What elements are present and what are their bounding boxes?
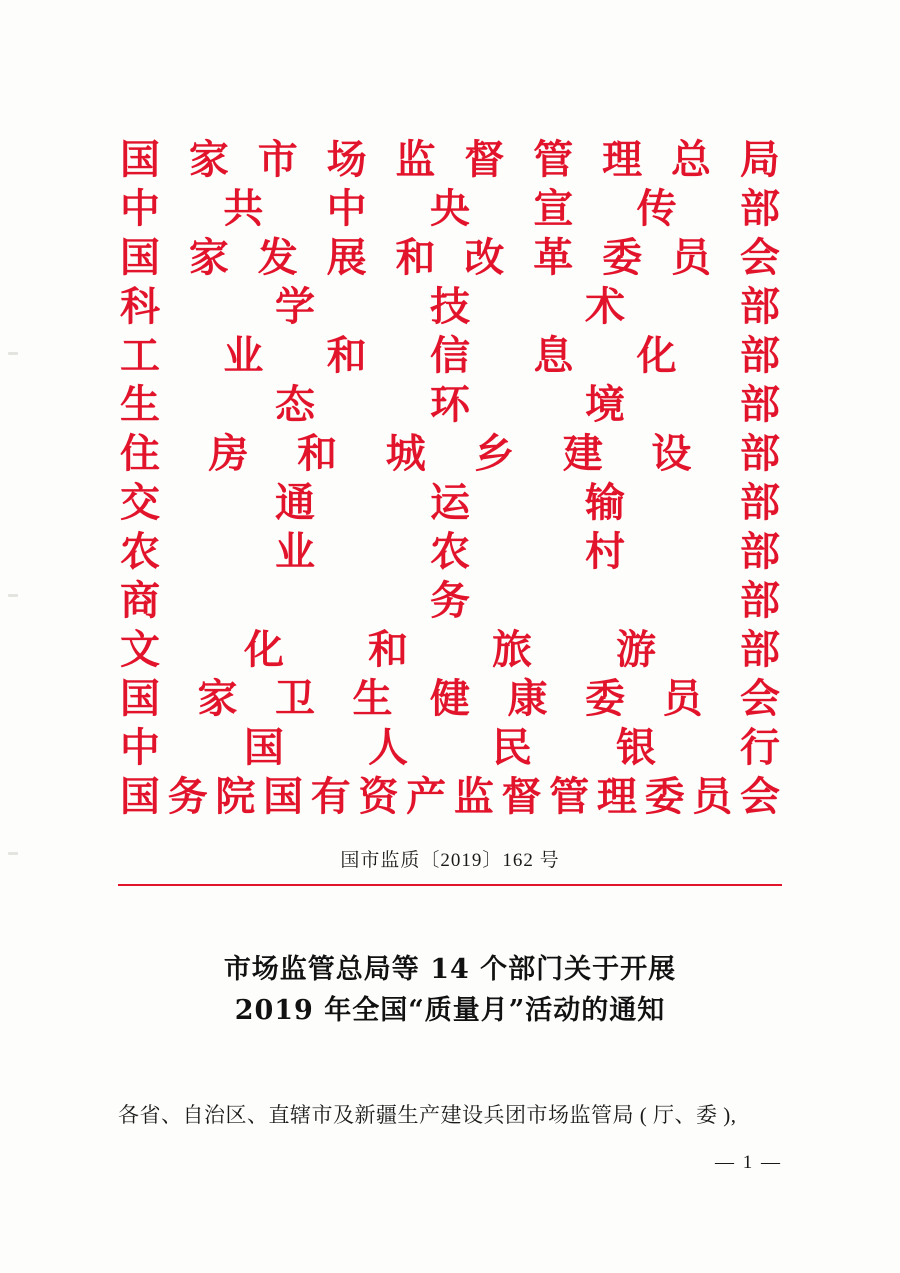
letterhead-char: 输 (585, 479, 625, 526)
letterhead-char: 国 (120, 136, 160, 183)
letterhead-char: 交 (120, 479, 160, 526)
letterhead-char: 商 (120, 577, 160, 624)
document-number: 国市监质〔2019〕162 号 (340, 850, 560, 871)
letterhead-char: 工 (120, 332, 160, 379)
letterhead-char: 卫 (275, 675, 315, 722)
letterhead-char: 会 (739, 234, 780, 281)
letterhead-char: 和 (395, 234, 436, 281)
document-body-paragraph: 各省、自治区、直辖市及新疆生产建设兵团市场监管局 ( 厅、委 ), (118, 1103, 737, 1127)
letterhead-char: 部 (740, 283, 780, 330)
letterhead-char: 和 (326, 332, 367, 379)
letterhead-char: 宣 (533, 185, 574, 232)
letterhead-char: 通 (275, 479, 315, 526)
letterhead-char: 中 (120, 724, 160, 771)
letterhead-char: 农 (430, 528, 470, 575)
letterhead-char: 运 (430, 479, 470, 526)
letterhead-char: 术 (585, 283, 625, 330)
letterhead-char: 房 (208, 430, 249, 477)
letterhead-char: 委 (585, 675, 625, 722)
letterhead-char: 化 (244, 626, 284, 673)
red-divider-rule (118, 884, 782, 886)
letterhead-line-7 (120, 430, 780, 477)
letterhead-line-11 (120, 626, 780, 673)
letterhead-char: 督 (501, 773, 542, 820)
letterhead-line-12 (120, 675, 780, 722)
letterhead-char: 乡 (474, 430, 515, 477)
letterhead-char: 旅 (492, 626, 532, 673)
letterhead-char: 国 (244, 724, 284, 771)
letterhead-char: 员 (671, 234, 711, 281)
scan-artifact (8, 594, 18, 597)
letterhead-char: 务 (430, 577, 470, 624)
letterhead-char: 信 (429, 332, 470, 379)
letterhead-char: 场 (326, 136, 367, 183)
document-title-line-1: 市场监管总局等 14 个部门关于开展 (223, 954, 677, 985)
letterhead-char: 中 (326, 185, 367, 232)
letterhead-line-8 (120, 479, 780, 526)
letterhead-char: 理 (596, 773, 637, 820)
letterhead-line-2 (120, 185, 780, 232)
letterhead-char: 管 (533, 136, 574, 183)
letterhead-char: 住 (120, 430, 160, 477)
letterhead-line-3 (120, 234, 780, 281)
letterhead-char: 和 (368, 626, 408, 673)
letterhead-char: 科 (120, 283, 160, 330)
letterhead-char: 生 (352, 675, 393, 722)
letterhead-char: 村 (585, 528, 625, 575)
letterhead-char: 部 (740, 528, 780, 575)
letterhead-line-14 (120, 773, 780, 820)
letterhead-char: 部 (740, 577, 780, 624)
letterhead-char: 有 (310, 773, 351, 820)
letterhead-char: 息 (533, 332, 574, 379)
page-number-footer: — 1 — (715, 1152, 782, 1173)
letterhead-char: 技 (430, 283, 470, 330)
letterhead-char: 游 (616, 626, 656, 673)
letterhead-char: 部 (740, 381, 780, 428)
letterhead-char: 国 (120, 773, 160, 820)
letterhead-char: 会 (740, 675, 780, 722)
letterhead-char: 城 (385, 430, 426, 477)
letterhead-char: 和 (297, 430, 338, 477)
letterhead-char: 员 (692, 773, 733, 820)
letterhead-agency-block (120, 136, 780, 820)
letterhead-char: 监 (395, 136, 436, 183)
letterhead-char: 部 (739, 430, 780, 477)
letterhead-char: 家 (197, 675, 238, 722)
letterhead-char: 会 (739, 773, 780, 820)
letterhead-char: 国 (263, 773, 304, 820)
letterhead-char: 态 (275, 381, 315, 428)
letterhead-char: 业 (275, 528, 315, 575)
letterhead-char: 共 (223, 185, 264, 232)
letterhead-char: 银 (616, 724, 656, 771)
letterhead-char: 家 (188, 234, 229, 281)
letterhead-char: 康 (507, 675, 548, 722)
letterhead-char: 改 (464, 234, 505, 281)
letterhead-char: 中 (120, 185, 160, 232)
letterhead-char: 部 (739, 185, 780, 232)
letterhead-char: 管 (549, 773, 590, 820)
letterhead-char: 建 (562, 430, 603, 477)
letterhead-char: 发 (257, 234, 298, 281)
letterhead-char: 革 (533, 234, 574, 281)
letterhead-char: 产 (406, 773, 447, 820)
letterhead-char: 市 (257, 136, 298, 183)
letterhead-char: 委 (602, 234, 643, 281)
letterhead-char: 部 (740, 626, 780, 673)
letterhead-char: 传 (636, 185, 677, 232)
letterhead-char: 生 (120, 381, 160, 428)
document-title-line-2: 2019 年全国“质量月”活动的通知 (234, 994, 666, 1026)
letterhead-char: 文 (120, 626, 160, 673)
letterhead-char: 理 (602, 136, 643, 183)
letterhead-char: 家 (188, 136, 229, 183)
letterhead-char: 境 (585, 381, 625, 428)
letterhead-char: 资 (358, 773, 399, 820)
letterhead-char: 部 (739, 332, 780, 379)
letterhead-char: 委 (644, 773, 685, 820)
letterhead-char: 人 (368, 724, 408, 771)
letterhead-char: 督 (464, 136, 505, 183)
letterhead-char: 健 (430, 675, 470, 722)
letterhead-char: 院 (215, 773, 256, 820)
letterhead-line-4 (120, 283, 780, 330)
letterhead-char: 学 (275, 283, 315, 330)
letterhead-char: 农 (120, 528, 160, 575)
letterhead-line-10 (120, 577, 780, 624)
document-title (0, 950, 900, 1031)
letterhead-char: 环 (430, 381, 470, 428)
letterhead-char: 部 (740, 479, 780, 526)
letterhead-char: 民 (492, 724, 532, 771)
scan-artifact (8, 352, 18, 355)
letterhead-line-13 (120, 724, 780, 771)
letterhead-char: 央 (429, 185, 470, 232)
letterhead-char: 监 (453, 773, 494, 820)
letterhead-char: 展 (326, 234, 367, 281)
letterhead-char: 行 (740, 724, 780, 771)
letterhead-line-9 (120, 528, 780, 575)
letterhead-char: 局 (739, 136, 780, 183)
letterhead-char: 总 (671, 136, 711, 183)
letterhead-line-5 (120, 332, 780, 379)
letterhead-char: 业 (223, 332, 264, 379)
letterhead-char: 设 (651, 430, 692, 477)
letterhead-line-6 (120, 381, 780, 428)
letterhead-char: 务 (167, 773, 208, 820)
letterhead-char: 国 (120, 234, 160, 281)
letterhead-char: 化 (636, 332, 677, 379)
letterhead-line-1 (120, 136, 780, 183)
letterhead-char: 国 (120, 675, 160, 722)
letterhead-char: 员 (662, 675, 703, 722)
